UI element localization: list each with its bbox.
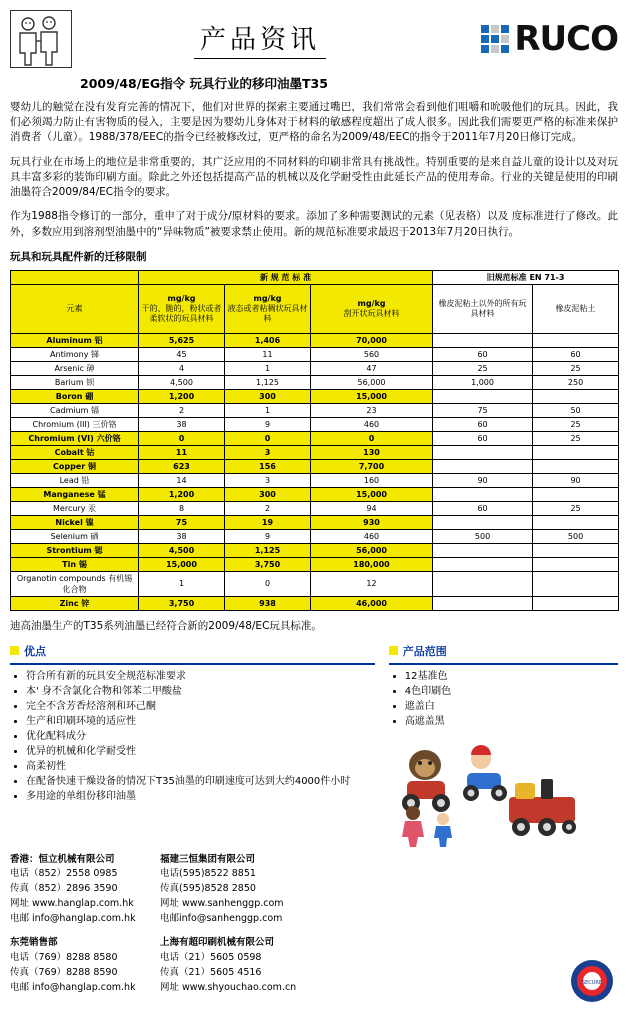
list-item: • 多用途的单组份移印油墨 (26, 789, 375, 804)
cell-scraped: 47 (311, 361, 433, 375)
cell-scraped: 7,700 (311, 459, 433, 473)
page-title (72, 19, 448, 59)
table-row (11, 543, 619, 557)
cell-old-clay-other (433, 445, 533, 459)
cell-element: Chromium (III) 三价铬 (11, 417, 139, 431)
cell-old-clay (533, 459, 619, 473)
list-item: • 4色印刷色 (405, 684, 618, 699)
cell-element: Mercury 汞 (11, 501, 139, 515)
advantages-column (10, 643, 375, 847)
list-item: • 本' 身不含氯化合物和邻苯二甲酸盐 (26, 684, 375, 699)
cell-dry: 1,200 (139, 487, 225, 501)
cell-dry: 5,625 (139, 333, 225, 347)
cell-scraped: 70,000 (311, 333, 433, 347)
cell-old-clay: 25 (533, 501, 619, 515)
cell-old-clay-other (433, 515, 533, 529)
col-header-scraped-label: 刮开状玩具材料 (343, 308, 400, 318)
table-row (11, 557, 619, 571)
table-row (11, 459, 619, 473)
contact-line: 传真(595)8528 2850 (160, 883, 256, 895)
cell-liquid: 1,125 (225, 543, 311, 557)
cell-element: Selenium 硒 (11, 529, 139, 543)
page-header (10, 8, 618, 70)
family-figures-logo (10, 10, 72, 68)
contact-block (160, 936, 365, 995)
cell-element: Barium 钡 (11, 375, 139, 389)
cell-old-clay-other (433, 557, 533, 571)
secure-seal (570, 959, 614, 1003)
list-item: • 符合所有新的玩具安全规范标准要求 (26, 669, 375, 684)
cell-dry: 3,750 (139, 596, 225, 610)
ruco-wordmark: RUCO (514, 19, 618, 59)
cell-liquid: 156 (225, 459, 311, 473)
two-column-section (10, 643, 618, 847)
cell-dry: 0 (139, 431, 225, 445)
list-item: • 优异的机械和化学耐受性 (26, 744, 375, 759)
cell-dry: 4,500 (139, 375, 225, 389)
cell-dry: 15,000 (139, 557, 225, 571)
cell-dry: 38 (139, 417, 225, 431)
cell-scraped: 94 (311, 501, 433, 515)
table-row (11, 431, 619, 445)
cell-liquid: 11 (225, 347, 311, 361)
cell-dry: 38 (139, 529, 225, 543)
col-header-element: 元素 (11, 284, 139, 333)
col-header-liquid-label: 液态或者粘稠状玩具材料 (227, 303, 308, 323)
cell-old-clay-other (433, 487, 533, 501)
list-item: • 生产和印刷环境的适应性 (26, 714, 375, 729)
cell-scraped: 160 (311, 473, 433, 487)
cell-old-clay-other: 1,000 (433, 375, 533, 389)
toy-characters-illustration (389, 735, 618, 847)
cell-liquid: 2 (225, 501, 311, 515)
document-subtitle: 2009/48/EG指令 玩具行业的移印油墨T35 (80, 76, 328, 91)
cell-old-clay: 90 (533, 473, 619, 487)
cell-element: Cobalt 钴 (11, 445, 139, 459)
product-range-column (389, 643, 618, 847)
cell-old-clay-other: 500 (433, 529, 533, 543)
cell-liquid: 9 (225, 417, 311, 431)
group-header-old: 旧规范标准 EN 71-3 (433, 270, 619, 284)
yellow-square-icon (389, 646, 398, 655)
cell-old-clay (533, 571, 619, 596)
contact-block (10, 853, 160, 927)
contact-line[interactable]: 网址 www.shyouchao.com.cn (160, 981, 297, 993)
cell-scraped: 130 (311, 445, 433, 459)
table-header-row (11, 284, 619, 333)
col-header-dry-label: 干的、脆的，粉状或者柔软状的玩具材料 (141, 303, 222, 323)
cell-old-clay (533, 445, 619, 459)
product-range-list (389, 669, 618, 729)
advantages-list (10, 669, 375, 804)
product-range-title (389, 643, 618, 659)
list-item: • 12基准色 (405, 669, 618, 684)
cell-element: Aluminum 铝 (11, 333, 139, 347)
cell-dry: 2 (139, 403, 225, 417)
cell-old-clay (533, 557, 619, 571)
cell-scraped: 23 (311, 403, 433, 417)
cell-liquid: 19 (225, 515, 311, 529)
contact-name: 上海有超印刷机械有限公司 (160, 937, 275, 949)
cell-element: Arsenic 砷 (11, 361, 139, 375)
cell-old-clay-other (433, 571, 533, 596)
cell-old-clay-other: 60 (433, 431, 533, 445)
table-row (11, 417, 619, 431)
cell-old-clay-other: 60 (433, 347, 533, 361)
table-row (11, 333, 619, 347)
cell-old-clay (533, 515, 619, 529)
table-row (11, 487, 619, 501)
cell-scraped: 0 (311, 431, 433, 445)
list-item: • 遮盖白 (405, 699, 618, 714)
cell-old-clay-other (433, 389, 533, 403)
cell-liquid: 3,750 (225, 557, 311, 571)
cell-element: Antimony 锑 (11, 347, 139, 361)
contact-name: 东莞销售部 (10, 937, 58, 949)
cell-liquid: 3 (225, 473, 311, 487)
cell-dry: 11 (139, 445, 225, 459)
cell-element: Chromium (VI) 六价铬 (11, 431, 139, 445)
cell-old-clay (533, 389, 619, 403)
cell-old-clay-other (433, 543, 533, 557)
cell-scraped: 56,000 (311, 375, 433, 389)
contact-line: 电话（852）2558 0985 (10, 868, 118, 880)
cell-old-clay-other: 60 (433, 417, 533, 431)
cell-scraped: 15,000 (311, 389, 433, 403)
group-header-spacer (11, 270, 139, 284)
advantages-divider (10, 663, 375, 665)
table-row (11, 347, 619, 361)
contact-line: 传真（769）8288 8590 (10, 966, 118, 978)
col-header-dry (139, 284, 225, 333)
contact-name: 福建三恒集团有限公司 (160, 853, 256, 865)
cell-liquid: 1,406 (225, 333, 311, 347)
cell-liquid: 1,125 (225, 375, 311, 389)
cell-element: Copper 铜 (11, 459, 139, 473)
contact-line: 传真（852）2896 3590 (10, 883, 118, 895)
contacts-row-1 (10, 853, 618, 927)
ruco-squares-icon (481, 25, 509, 53)
contact-line: 传真（21）5605 4516 (160, 966, 262, 978)
contact-line[interactable]: 电邮info@sanhenggp.com (160, 912, 283, 924)
col-header-clay: 橡皮泥粘土 (533, 284, 619, 333)
cell-old-clay-other (433, 596, 533, 610)
table-row (11, 445, 619, 459)
cell-scraped: 460 (311, 417, 433, 431)
contact-line[interactable]: 电邮 info@hanglap.com.hk (10, 981, 136, 993)
cell-element: Nickel 镍 (11, 515, 139, 529)
contact-line[interactable]: 网址 www.hanglap.com.hk (10, 897, 134, 909)
table-row (11, 515, 619, 529)
contacts-row-2 (10, 936, 618, 995)
table-row (11, 473, 619, 487)
cell-dry: 4,500 (139, 543, 225, 557)
cell-element: Manganese 锰 (11, 487, 139, 501)
col-header-dry-unit: mg/kg (167, 293, 196, 303)
contact-line[interactable]: 电邮 info@hanglap.com.hk (10, 912, 136, 924)
cell-liquid: 0 (225, 571, 311, 596)
cell-liquid: 1 (225, 403, 311, 417)
cell-old-clay-other (433, 459, 533, 473)
list-item: • 完全不含芳香烃溶剂和环己酮 (26, 699, 375, 714)
list-item: • 高遮盖黑 (405, 714, 618, 729)
cell-scraped: 930 (311, 515, 433, 529)
list-item: • 优化配料成分 (26, 729, 375, 744)
col-header-scraped-unit: mg/kg (357, 298, 386, 308)
cell-dry: 623 (139, 459, 225, 473)
product-range-title-text: 产品范围 (402, 644, 447, 658)
cell-liquid: 3 (225, 445, 311, 459)
cell-scraped: 560 (311, 347, 433, 361)
cell-liquid: 1 (225, 361, 311, 375)
table-row (11, 375, 619, 389)
yellow-square-icon (10, 646, 19, 655)
cell-old-clay: 500 (533, 529, 619, 543)
col-header-liquid (225, 284, 311, 333)
cell-element: Boron 硼 (11, 389, 139, 403)
table-group-header-row (11, 270, 619, 284)
cell-liquid: 300 (225, 487, 311, 501)
cell-old-clay: 50 (533, 403, 619, 417)
cell-scraped: 46,000 (311, 596, 433, 610)
cell-old-clay (533, 487, 619, 501)
paragraph-1: 婴幼儿的触觉在没有发育完善的情况下，他们对世界的探索主要通过嘴巴，我们常常会看到他们咀嚼和吮吸他们的玩具。因此，我们必须竭力防止有害物质的侵入，主要是因为婴幼儿身体对于材料的敏感程度超出了成人很多。因此我们需要更严格的标准来保护消费者（儿童）。1988/378/EEC的指令已经被修改过，更严格的命名为2009/48/EEC的指令于2011年7月20日修订完成。 (10, 101, 618, 144)
cell-element: Lead 铅 (11, 473, 139, 487)
cell-old-clay (533, 596, 619, 610)
cell-dry: 1 (139, 571, 225, 596)
table-row (11, 389, 619, 403)
cell-scraped: 12 (311, 571, 433, 596)
cell-old-clay-other: 60 (433, 501, 533, 515)
cell-dry: 75 (139, 515, 225, 529)
cell-old-clay: 250 (533, 375, 619, 389)
cell-dry: 8 (139, 501, 225, 515)
cell-liquid: 0 (225, 431, 311, 445)
cell-liquid: 938 (225, 596, 311, 610)
table-row (11, 529, 619, 543)
cell-dry: 1,200 (139, 389, 225, 403)
cell-old-clay (533, 543, 619, 557)
contact-line: 电话（769）8288 8580 (10, 952, 118, 964)
cell-old-clay: 25 (533, 431, 619, 445)
cell-dry: 45 (139, 347, 225, 361)
col-header-clay-other: 橡皮泥粘土以外的所有玩具材料 (433, 284, 533, 333)
cell-element: Tin 锡 (11, 557, 139, 571)
cell-liquid: 300 (225, 389, 311, 403)
contact-name: 香港：恒立机械有限公司 (10, 853, 115, 865)
contact-line: 电话(595)8522 8851 (160, 868, 256, 880)
cell-old-clay: 25 (533, 417, 619, 431)
table-row (11, 501, 619, 515)
cell-dry: 14 (139, 473, 225, 487)
cell-scraped: 180,000 (311, 557, 433, 571)
paragraph-3: 作为1988指令修订的一部分，重申了对于成分/原材料的要求。添加了多种需要测试的元素（见表格）以及 度标准进行了修改。此外，多数应用到溶剂型油墨中的“异味物质”被要求禁止使用。新的规范标准要求最迟于2013年7月20日执行。 (10, 210, 618, 238)
cell-old-clay-other: 90 (433, 473, 533, 487)
table-row (11, 571, 619, 596)
cell-old-clay-other (433, 333, 533, 347)
cell-scraped: 56,000 (311, 543, 433, 557)
contact-block (10, 936, 160, 995)
contact-line: 电话（21）5605 0598 (160, 952, 262, 964)
compliance-note: 迪高油墨生产的T35系列油墨已经符合新的2009/48/EC玩具标准。 (10, 619, 322, 632)
page-title-text: 产品资讯 (194, 19, 326, 59)
col-header-scraped (311, 284, 433, 333)
cell-scraped: 460 (311, 529, 433, 543)
contact-block (160, 853, 365, 927)
cell-old-clay: 60 (533, 347, 619, 361)
ruco-logo (448, 19, 618, 59)
advantages-title (10, 643, 375, 659)
table-row (11, 596, 619, 610)
cell-scraped: 15,000 (311, 487, 433, 501)
svg-text:SECURE: SECURE (581, 980, 603, 986)
paragraph-2: 玩具行业在市场上的地位是非常重要的，其广泛应用的不同材料的印刷非常具有挑战性。特别重要的是来自益儿童的设计以及对玩具丰富多彩的装饰印刷方面。除此之外还包括提高产品的机械以及化学耐受性由此延长产品的使用寿命。行业的关键是使用的印刷油墨符合2009/84/EC指令的要求。 (10, 155, 618, 199)
migration-limits-table (10, 270, 619, 611)
migration-limits-heading: 玩具和玩具配件新的迁移限制 (10, 250, 147, 263)
col-header-liquid-unit: mg/kg (253, 293, 282, 303)
cell-element: Strontium 锶 (11, 543, 139, 557)
cell-dry: 4 (139, 361, 225, 375)
cell-old-clay: 25 (533, 361, 619, 375)
product-range-divider (389, 663, 618, 665)
cell-old-clay (533, 333, 619, 347)
list-item: • 在配备快速干燥设备的情况下T35油墨的印刷速度可达到大约4000件小时 (26, 774, 375, 789)
table-row (11, 361, 619, 375)
advantages-title-text: 优点 (24, 644, 46, 658)
group-header-new: 新 规 范 标 准 (139, 270, 433, 284)
cell-element: Organotin compounds 有机锡化合物 (11, 571, 139, 596)
contact-line[interactable]: 网址 www.sanhenggp.com (160, 897, 284, 909)
cell-liquid: 9 (225, 529, 311, 543)
cell-old-clay-other: 25 (433, 361, 533, 375)
cell-element: Cadmium 镉 (11, 403, 139, 417)
table-body (11, 333, 619, 610)
cell-element: Zinc 锌 (11, 596, 139, 610)
cell-old-clay-other: 75 (433, 403, 533, 417)
list-item: • 高柔初性 (26, 759, 375, 774)
table-row (11, 403, 619, 417)
